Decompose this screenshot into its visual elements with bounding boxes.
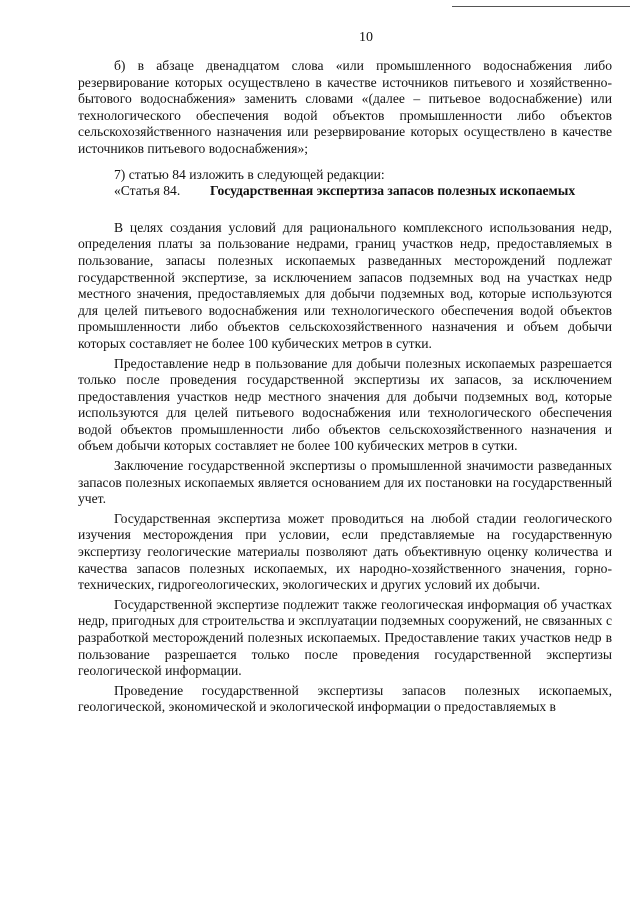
article-heading — [78, 183, 612, 200]
paragraph-3: Заключение государственной экспертизы о промышленной значимости разведанных запасов полезных ископаемых является основанием для их постановки на государственный учет. — [78, 458, 612, 507]
paragraph-item-b: б) в абзаце двенадцатом слова «или промышленного водоснабжения либо резервирование которых осуществлено в качестве источников питьевого и хозяйственно-бытового водоснабжения» заменить словами «(далее – питьевое водоснабжение) или технологического обеспечения водой объектов промышленности либо объектов сельскохозяйственного назначения или резервирование которых осуществлено в качестве источников питьевого водоснабжения»; — [78, 58, 612, 156]
paragraph-2: Предоставление недр в пользование для добычи полезных ископаемых разрешается только после проведения государственной экспертизы их запасов, за исключением предоставления участков недр местного значения для добычи подземных вод, которые используются для целей питьевого водоснабжения или технологического обеспечения водой объектов промышленности либо объектов сельскохозяйственного назначения и объем добычи которых составляет не более 100 кубических метров в сутки. — [78, 355, 612, 454]
paragraph-6: Проведение государственной экспертизы запасов полезных ископаемых, геологической, экономической и экологической информации о предоставляемых в — [78, 682, 612, 715]
paragraph-item-7: 7) статью 84 изложить в следующей редакции: — [114, 166, 385, 182]
paragraph-1: В целях создания условий для рационального комплексного использования недр, определения платы за пользование недрами, границ участков недр, предоставляемых в пользование, запасы полезных ископаемых разведанных месторождений подлежат государственной экспертизе, за исключением запасов подземных вод на участках недр местного значения, предоставляемых для добычи подземных вод, которые используются для целей питьевого водоснабжения или технологического обеспечения водой объектов промышленности либо объектов сельскохозяйственного назначения и объем добычи которых составляет не более 100 кубических метров в сутки. — [78, 219, 612, 351]
page-number: 10 — [359, 30, 373, 45]
article-number: «Статья 84. — [114, 183, 181, 199]
paragraph-4: Государственная экспертиза может проводиться на любой стадии геологического изучения месторождения при условии, если представляемые на государственную экспертизу геологические материалы позволяют дать объективную оценку количества и качества запасов полезных ископаемых, их народно-хозяйственного значения, горно-технических, гидрогеологических, экологических и других условий их добычи. — [78, 510, 612, 593]
article-title: Государственная экспертиза запасов полезных ископаемых — [210, 183, 576, 199]
paragraph-5: Государственной экспертизе подлежит также геологическая информация об участках недр, пригодных для строительства и эксплуатации подземных сооружений, не связанных с разработкой месторождений полезных ископаемых. Предоставление таких участков недр в пользование разрешается только после проведения государственной экспертизы геологической информации. — [78, 596, 612, 679]
